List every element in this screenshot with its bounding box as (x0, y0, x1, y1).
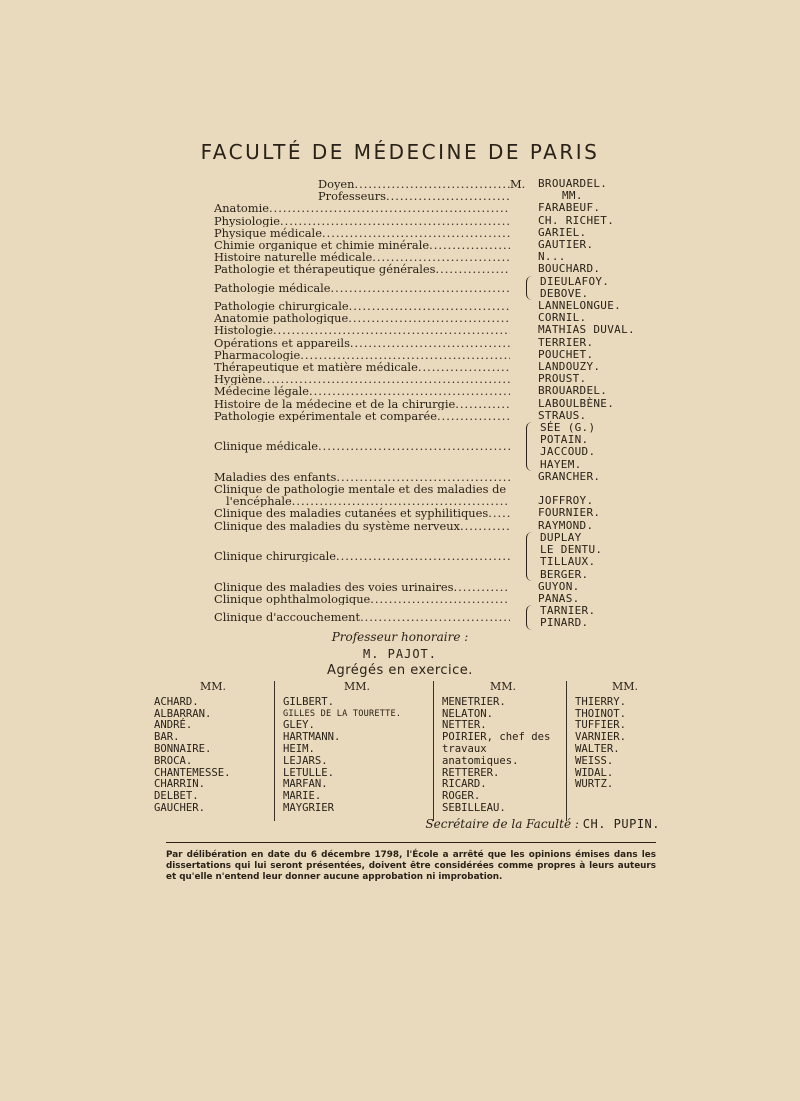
professor-name: GRANCHER. (538, 469, 601, 483)
agreges-column-3 (433, 681, 566, 821)
professor-name: DIEULAFOY. (540, 274, 610, 288)
leader-dots (488, 507, 510, 519)
leader-dots (348, 312, 510, 324)
honorary-professor-label: Professeur honoraire : (331, 630, 469, 644)
chair-row (214, 581, 654, 593)
agrege-name: ROGER. (442, 790, 481, 803)
professor-name: TILLAUX. (540, 555, 596, 569)
professor-name: LANNELONGUE. (538, 299, 622, 313)
agrege-name: BROCA. (154, 754, 193, 767)
professor-name: N... (538, 250, 566, 264)
chair-rows (214, 202, 654, 629)
chair-row (214, 520, 654, 532)
leader-dots (360, 611, 510, 623)
professor-name: PROUST. (538, 372, 587, 386)
agrege-name: CHARRIN. (154, 778, 206, 791)
agrege-name: SEBILLEAU. (442, 801, 506, 814)
chair-row (214, 215, 654, 227)
chair-professors (532, 507, 600, 519)
professor-name: HAYEM. (540, 457, 582, 471)
agrege-name: NELATON. (442, 707, 494, 720)
chair-label: Pathologie médicale (214, 281, 331, 294)
chair-label: Pathologie chirurgicale (214, 300, 349, 313)
chair-professors (520, 422, 595, 471)
chair-label: Thérapeutique et matière médicale (214, 361, 418, 374)
professor-name: CH. RICHET. (538, 213, 615, 227)
chair-row (214, 605, 654, 629)
leader-dots (460, 520, 510, 532)
leader-dots (322, 227, 510, 239)
agrege-name: WURTZ. (575, 778, 614, 791)
professor-name: POTAIN. (540, 433, 589, 447)
professor-name: PINARD. (540, 616, 589, 630)
leader-dots (269, 202, 510, 214)
leader-dots (300, 349, 510, 361)
professor-name: STRAUS. (538, 408, 587, 422)
professor-name: LANDOUZY. (538, 360, 601, 374)
agrege-name: HARTMANN. (283, 731, 341, 744)
agrege-name: LEJARS. (283, 754, 328, 767)
chair-label: Histologie (214, 324, 274, 337)
leader-dots (350, 337, 510, 349)
agrege-name: TUFFIER. (575, 719, 627, 732)
chair-label: Physique médicale (214, 226, 322, 240)
chair-row (214, 239, 654, 251)
agrege-name: POIRIER, chef des travaux anatomiques. (442, 731, 551, 767)
chair-label: Pharmacologie (214, 348, 301, 362)
professor-name: RAYMOND. (538, 518, 594, 532)
chair-professors (532, 263, 600, 275)
chair-label: Anatomie (214, 202, 269, 215)
chair-label: Histoire naturelle médicale (214, 251, 373, 264)
chair-professors (532, 385, 607, 397)
agreges-column-1 (152, 681, 274, 821)
chair-label: Maladies des enfants (214, 470, 337, 484)
agrege-name: MARIE. (283, 790, 322, 803)
chair-row (214, 398, 654, 410)
professor-name: FOURNIER. (538, 506, 601, 520)
page-title: FACULTÉ DE MÉDECINE DE PARIS (200, 140, 600, 164)
chair-label: Clinique de pathologie mentale et des maladies de (214, 483, 507, 497)
agrege-name: WIDAL. (575, 766, 614, 779)
professor-name: GUYON. (538, 579, 580, 593)
professors-mm: MM. (562, 189, 583, 203)
agrege-name: ACHARD. (154, 695, 199, 708)
chair-label: Anatomie pathologique (214, 312, 349, 325)
agrege-name: ANDRÉ. (154, 719, 193, 732)
chair-professors (520, 532, 602, 581)
leader-dots (372, 251, 510, 263)
agrege-name: WALTER. (575, 742, 620, 755)
professor-name: CORNIL. (538, 311, 587, 325)
chair-row (214, 471, 654, 483)
agreges-heading: Agrégés en exercice. (327, 663, 473, 678)
chair-professors (520, 605, 595, 629)
professor-name: GARIEL. (538, 225, 587, 239)
chair-row (214, 361, 654, 373)
brace (526, 276, 537, 300)
leader-dots (331, 282, 510, 294)
secretary-line (425, 817, 660, 831)
leader-dots (273, 324, 510, 336)
agrege-name: MARFAN. (283, 778, 328, 791)
agrege-name: GILBERT. (283, 695, 335, 708)
secretary-name: CH. PUPIN. (582, 817, 660, 831)
agrege-name: MENETRIER. (442, 695, 506, 708)
leader-dots (336, 471, 510, 483)
dean-label: Doyen (318, 178, 355, 191)
leader-dots (355, 178, 510, 190)
agrege-name: RETTERER. (442, 766, 500, 779)
agrege-name: BONNAIRE. (154, 742, 212, 755)
chair-label: Clinique médicale (214, 440, 319, 453)
leader-dots (336, 550, 510, 562)
leader-dots (454, 581, 510, 593)
agrege-name: GILLES DE LA TOURETTE. (283, 708, 402, 719)
agrege-name: RICARD. (442, 778, 487, 791)
leader-dots (280, 215, 510, 227)
agrege-name: NETTER. (442, 719, 487, 732)
leader-dots (418, 361, 510, 373)
professor-name: BERGER. (540, 567, 589, 581)
column-header: MM. (611, 680, 639, 693)
professor-name: PANAS. (538, 591, 580, 605)
leader-dots (262, 373, 510, 385)
professor-name: TERRIER. (538, 335, 594, 349)
brace (526, 422, 537, 471)
chair-label: Clinique chirurgicale (214, 550, 337, 563)
professor-name: BOUCHARD. (538, 262, 601, 276)
chair-professors (532, 215, 614, 227)
agrege-name: LETULLE. (283, 766, 335, 779)
chair-label: Clinique des maladies des voies urinaires (214, 580, 454, 593)
chair-professors (532, 202, 600, 214)
chair-professors (520, 276, 609, 300)
leader-dots (309, 385, 510, 397)
chair-row (214, 300, 654, 312)
chair-row (214, 422, 654, 471)
agreges-table (152, 681, 662, 821)
agrege-name: BAR. (154, 731, 180, 744)
agrege-name: WEISS. (575, 754, 614, 767)
agreges-column-2 (274, 681, 433, 821)
dean-name: BROUARDEL. (538, 177, 608, 190)
chair-label: Histoire de la médecine et de la chirurgie (214, 397, 456, 410)
agrege-name: MAYGRIER (283, 801, 335, 814)
disclaimer-note: Par délibération en date du 6 décembre 1798, l'École a arrêté que les opinions émises dans les dissertations qui lui seront présentées, doivent être considérées comme propres à leurs auteurs et qu'elle n'entend leur donner aucune approbation ni improbation. (166, 850, 656, 882)
professor-name: TARNIER. (540, 604, 596, 618)
column-header: MM. (343, 680, 371, 693)
agrege-name: GLEY. (283, 719, 315, 732)
professor-name: JACCOUD. (540, 445, 596, 459)
honorary-professor-name: M. PAJOT. (362, 647, 438, 661)
professor-name: LABOULBÈNE. (538, 396, 615, 410)
professor-name: FARABEUF. (538, 201, 601, 215)
brace (526, 532, 537, 581)
agrege-name: VARNIER. (575, 731, 627, 744)
chair-professors (532, 337, 593, 349)
professor-name: MATHIAS DUVAL. (538, 323, 635, 337)
secretary-label: Secrétaire de la Faculté : (425, 817, 579, 831)
dean-row (214, 178, 654, 190)
professors-list (214, 178, 654, 630)
chair-row (214, 276, 654, 300)
chair-label: Clinique des maladies cutanées et syphilitiques (214, 507, 489, 520)
chair-professors (532, 324, 635, 336)
leader-dots (429, 239, 510, 251)
chair-label: Pathologie et thérapeutique générales (214, 263, 436, 276)
agrege-name: HEIM. (283, 742, 315, 755)
leader-dots (386, 190, 510, 202)
chair-label: Physiologie (214, 214, 280, 227)
leader-dots (370, 593, 510, 605)
column-header: MM. (489, 680, 517, 693)
professor-name: DEBOVE. (540, 286, 589, 300)
leader-dots (436, 263, 511, 275)
chair-professors (532, 471, 600, 483)
chair-label: Clinique des maladies du système nerveux (214, 519, 460, 532)
chair-row (214, 483, 654, 507)
chair-row (214, 337, 654, 349)
leader-dots (318, 440, 510, 452)
professor-name: DUPLAY (540, 530, 582, 544)
chair-label: Clinique d'accouchement (214, 611, 361, 624)
leader-dots (349, 300, 510, 312)
professor-name: POUCHET. (538, 347, 594, 361)
professor-name: LE DENTU. (540, 543, 603, 557)
leader-dots (437, 410, 510, 422)
chair-label: Opérations et appareils (214, 336, 350, 349)
chair-label: Pathologie expérimentale et comparée (214, 409, 438, 423)
professor-name: JOFFROY. (538, 494, 594, 508)
agrege-name: THOINOT. (575, 707, 627, 720)
agrege-name: GAUCHER. (154, 801, 206, 814)
chair-label: l'encéphale (226, 494, 292, 508)
agrege-name: ALBARRAN. (154, 707, 212, 720)
chair-row (214, 507, 654, 519)
agrege-name: CHANTEMESSE. (154, 766, 231, 779)
professor-name: SÉE (G.) (540, 421, 596, 435)
agrege-name: DELBET. (154, 790, 199, 803)
professor-name: GAUTIER. (538, 238, 594, 252)
chair-label: Clinique ophthalmologique (214, 592, 371, 606)
leader-dots (292, 495, 510, 507)
brace (526, 605, 537, 629)
dean-title: M. (510, 177, 526, 191)
chair-row (214, 385, 654, 397)
divider (166, 842, 656, 843)
chair-label: Hygiène (214, 373, 263, 386)
chair-label: Chimie organique et chimie minérale (214, 239, 430, 252)
professors-label: Professeurs (318, 190, 386, 203)
professor-name: BROUARDEL. (538, 384, 608, 398)
chair-row (214, 202, 654, 214)
chair-row (214, 324, 654, 336)
agreges-column-4 (566, 681, 677, 821)
agrege-name: THIERRY. (575, 695, 627, 708)
chair-row (214, 263, 654, 275)
leader-dots (455, 398, 510, 410)
column-header: MM. (199, 680, 227, 693)
chair-row (214, 532, 654, 581)
chair-label: Médecine légale (214, 385, 310, 398)
